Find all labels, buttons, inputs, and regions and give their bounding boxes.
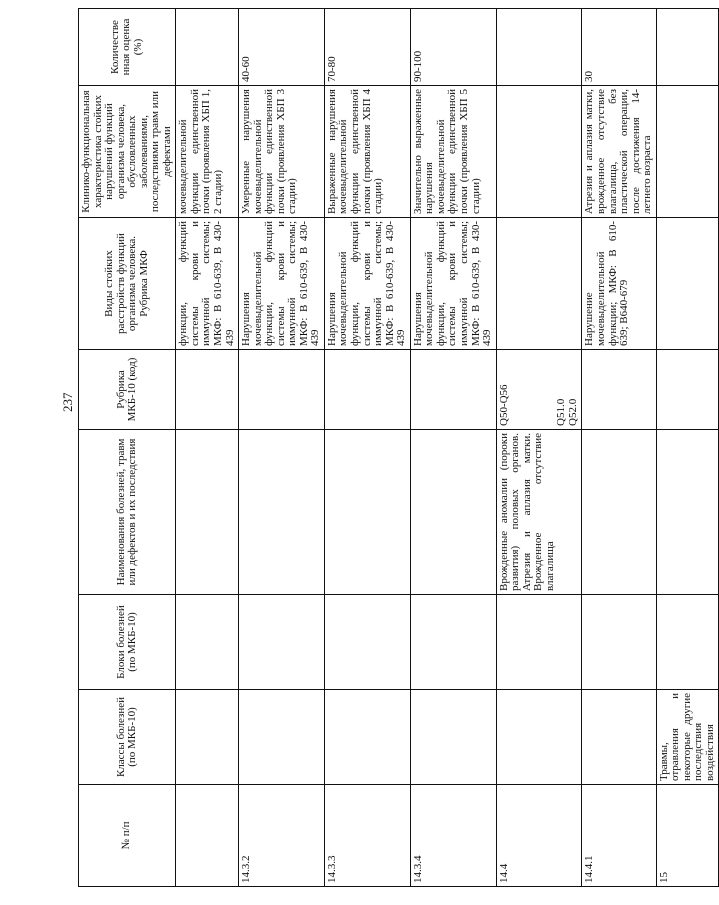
cell-quant	[656, 9, 719, 86]
cell-rubric	[324, 350, 410, 430]
cell-blocks	[496, 595, 582, 690]
cell-classes	[239, 690, 325, 785]
cell-num	[176, 785, 239, 887]
cell-names	[176, 430, 239, 595]
cell-classes	[176, 690, 239, 785]
cell-rubric	[656, 350, 719, 430]
cell-names	[656, 430, 719, 595]
cell-quant	[496, 9, 582, 86]
cell-kinds: Нарушение мочевыделительной функции; МКФ: В 610-639; В640-679	[582, 218, 656, 350]
header-names: Наименования болезней, травм или дефектов и их последствия	[79, 430, 176, 595]
cell-rubric	[176, 350, 239, 430]
cell-num: 14.4.1	[582, 785, 656, 887]
cell-clinical	[496, 86, 582, 218]
table-row	[239, 9, 325, 887]
rotated-table-wrapper	[78, 9, 716, 887]
cell-kinds: Нарушения мочевыделительной функции, функций системы крови и иммунной системы; МКФ: В 610-639, В 430-439	[324, 218, 410, 350]
cell-quant: 90-100	[410, 9, 496, 86]
cell-quant: 40-60	[239, 9, 325, 86]
table-row	[176, 9, 239, 887]
table-row	[656, 9, 719, 887]
cell-kinds	[656, 218, 719, 350]
cell-kinds: функции, функций системы крови и иммунной системы; МКФ: В 610-639, В 430-439	[176, 218, 239, 350]
cell-names: Врожденные аномалии (пороки развития) половых органов. Атрезия и аплазия матки. Врожденное отсутствие влагалища	[496, 430, 582, 595]
cell-classes	[324, 690, 410, 785]
cell-kinds: Нарушения мочевыделительной функции, функций системы крови и иммунной системы; МКФ: В 610-639, В 430-439	[410, 218, 496, 350]
cell-num: 15	[656, 785, 719, 887]
cell-blocks	[410, 595, 496, 690]
cell-blocks	[582, 595, 656, 690]
cell-clinical: Значительно выраженные нарушения мочевыделительной функции единственной почки (проявления ХБП 5 стадии)	[410, 86, 496, 218]
table-row	[582, 9, 656, 887]
header-quant: Количестве нная оценка (%)	[79, 9, 176, 86]
header-clinical: Клинико-функциональная характеристика стойких нарушений функций организма человека, обусловленных заболеваниями, последствиями травм или дефектами	[79, 86, 176, 218]
cell-blocks	[324, 595, 410, 690]
cell-names	[324, 430, 410, 595]
cell-num: 14.3.2	[239, 785, 325, 887]
table-row	[324, 9, 410, 887]
cell-blocks	[656, 595, 719, 690]
cell-quant: 30	[582, 9, 656, 86]
cell-rubric	[582, 350, 656, 430]
cell-blocks	[176, 595, 239, 690]
cell-num: 14.3.4	[410, 785, 496, 887]
cell-quant	[176, 9, 239, 86]
cell-blocks	[239, 595, 325, 690]
header-rubric: Рубрика МКБ-10 (код)	[79, 350, 176, 430]
cell-rubric	[410, 350, 496, 430]
cell-kinds: Нарушения мочевыделительной функции, функций системы крови и иммунной системы; МКФ: В 610-639, В 430-439	[239, 218, 325, 350]
header-classes: Классы болезней (по МКБ-10)	[79, 690, 176, 785]
cell-rubric	[239, 350, 325, 430]
cell-quant: 70-80	[324, 9, 410, 86]
cell-rubric: Q50-Q56 Q51.0 Q52.0	[496, 350, 582, 430]
cell-num: 14.3.3	[324, 785, 410, 887]
cell-clinical: Умеренные нарушения мочевыделительной функции единственной почки (проявления ХБП 3 стадии)	[239, 86, 325, 218]
cell-names	[582, 430, 656, 595]
cell-kinds	[496, 218, 582, 350]
table-row	[496, 9, 582, 887]
cell-clinical: мочевыделительной функции единственной почки (проявления ХБП 1, 2 стадии)	[176, 86, 239, 218]
header-num: № п/п	[79, 785, 176, 887]
cell-classes	[410, 690, 496, 785]
cell-num: 14.4	[496, 785, 582, 887]
cell-classes	[496, 690, 582, 785]
table-row	[410, 9, 496, 887]
cell-classes: Травмы, отравления и некоторые другие последствия воздействия	[656, 690, 719, 785]
cell-names	[410, 430, 496, 595]
table-header-row	[79, 9, 176, 887]
cell-classes	[582, 690, 656, 785]
cell-clinical	[656, 86, 719, 218]
disability-criteria-table	[78, 8, 719, 887]
cell-clinical: Выраженные нарушения мочевыделительной функции единственной почки (проявления ХБП 4 стадии)	[324, 86, 410, 218]
header-blocks: Блоки болезней (по МКБ-10)	[79, 595, 176, 690]
page-number: 237	[60, 392, 75, 412]
header-kinds: Виды стойких расстройств функций организма человека. Рубрика МКФ	[79, 218, 176, 350]
cell-clinical: Атрезия и аплазия матки, врожденное отсутствие влагалища, без пластической операции, после достижения 14-летнего возраста	[582, 86, 656, 218]
cell-names	[239, 430, 325, 595]
